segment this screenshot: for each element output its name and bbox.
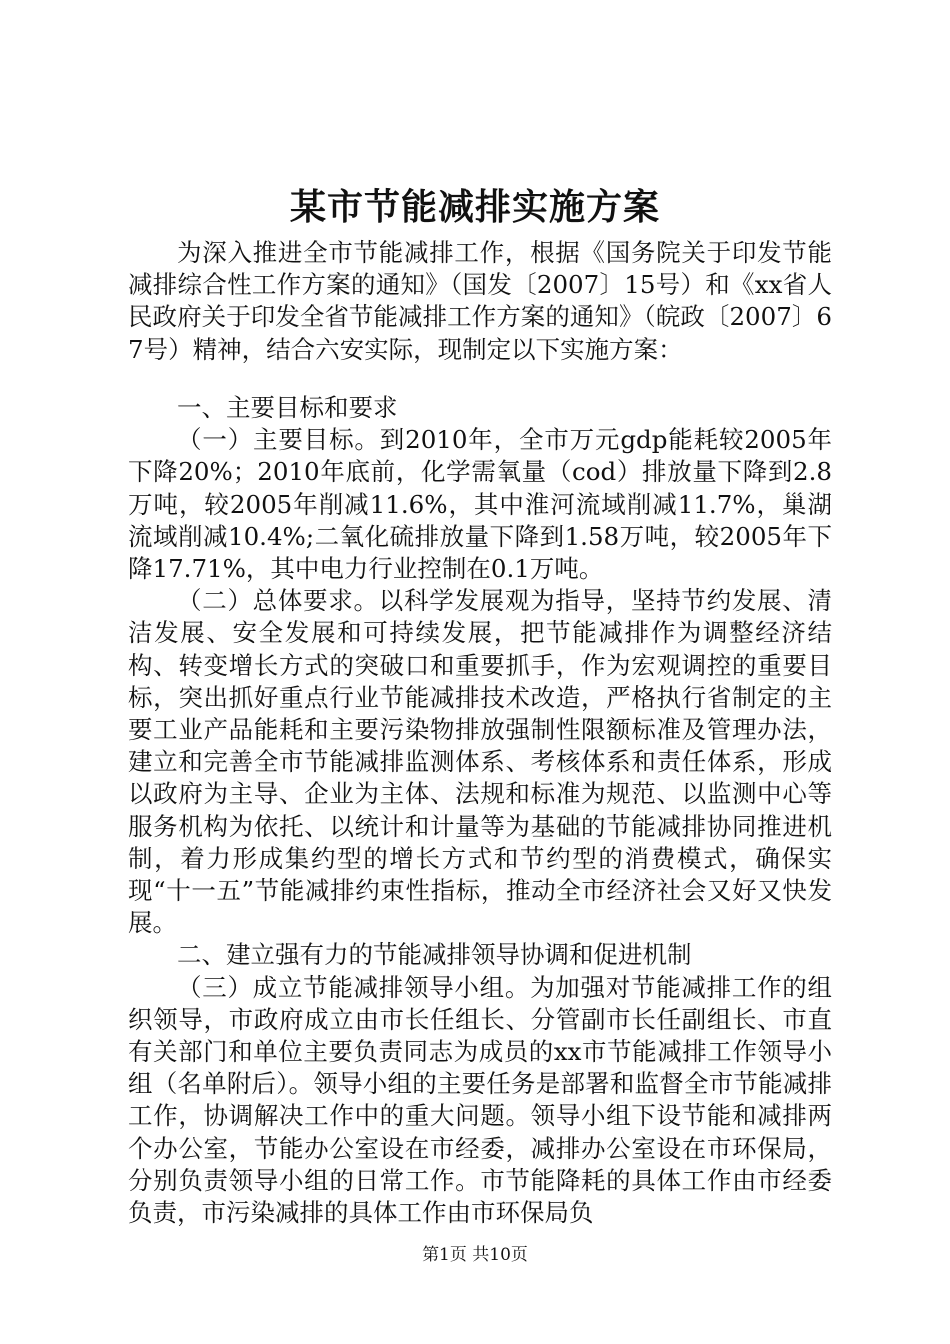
paragraph-leading-group: （三）成立节能减排领导小组。为加强对节能减排工作的组织领导，市政府成立由市长任组长、分管副市长任副组长、市直有关部门和单位主要负责同志为成员的xx市节能减排工作领导小组（名单附后）。领导小组的主要任务是部署和监督全市节能减排工作，协调解决工作中的重大问题。领导小组下设节能和减排两个办公室，节能办公室设在市经委，减排办公室设在市环保局，分别负责领导小组的日常工作。市节能降耗的具体工作由市经委负责，市污染减排的具体工作由市环保局负 <box>128 972 832 1228</box>
intro-paragraph: 为深入推进全市节能减排工作，根据《国务院关于印发节能减排综合性工作方案的通知》（国发〔2007〕15号）和《xx省人民政府关于印发全省节能减排工作方案的通知》（皖政〔2007〕67号）精神，结合六安实际，现制定以下实施方案： <box>128 238 832 364</box>
section-2-heading: 二、建立强有力的节能减排领导协调和促进机制 <box>177 940 692 970</box>
intro-block <box>128 237 832 366</box>
paragraph-overall-requirements: （二）总体要求。以科学发展观为指导，坚持节约发展、清洁发展、安全发展和可持续发展，把节能减排作为调整经济结构、转变增长方式的突破口和重要抓手，作为宏观调控的重要目标，突出抓好重点行业节能减排技术改造，严格执行省制定的主要工业产品能耗和主要污染物排放强制性限额标准及管理办法，建立和完善全市节能减排监测体系、考核体系和责任体系，形成以政府为主导、企业为主体、法规和标准为规范、以监测中心等服务机构为依托、以统计和计量等为基础的节能减排协同推进机制，着力形成集约型的增长方式和节约型的消费模式，确保实现“十一五”节能减排约束性指标，推动全市经济社会又好又快发展。 <box>128 586 832 938</box>
section-1-heading: 一、主要目标和要求 <box>177 393 398 422</box>
document-title: 某市节能减排实施方案 <box>289 186 660 228</box>
paragraph-main-goals: （一）主要目标。到2010年，全市万元gdp能耗较2005年下降20%；2010年底前，化学需氧量（cod）排放量下降到2.8万吨，较2005年削减11.6%，其中淮河流域削减11.7%，巢湖流域削减10.4%;二氧化硫排放量下降到1.58万吨，较2005年下降17.71%，其中电力行业控制在0.1万吨。 <box>128 425 832 584</box>
main-content <box>128 392 832 1229</box>
page-footer: 第1页 共10页 <box>422 1245 528 1265</box>
